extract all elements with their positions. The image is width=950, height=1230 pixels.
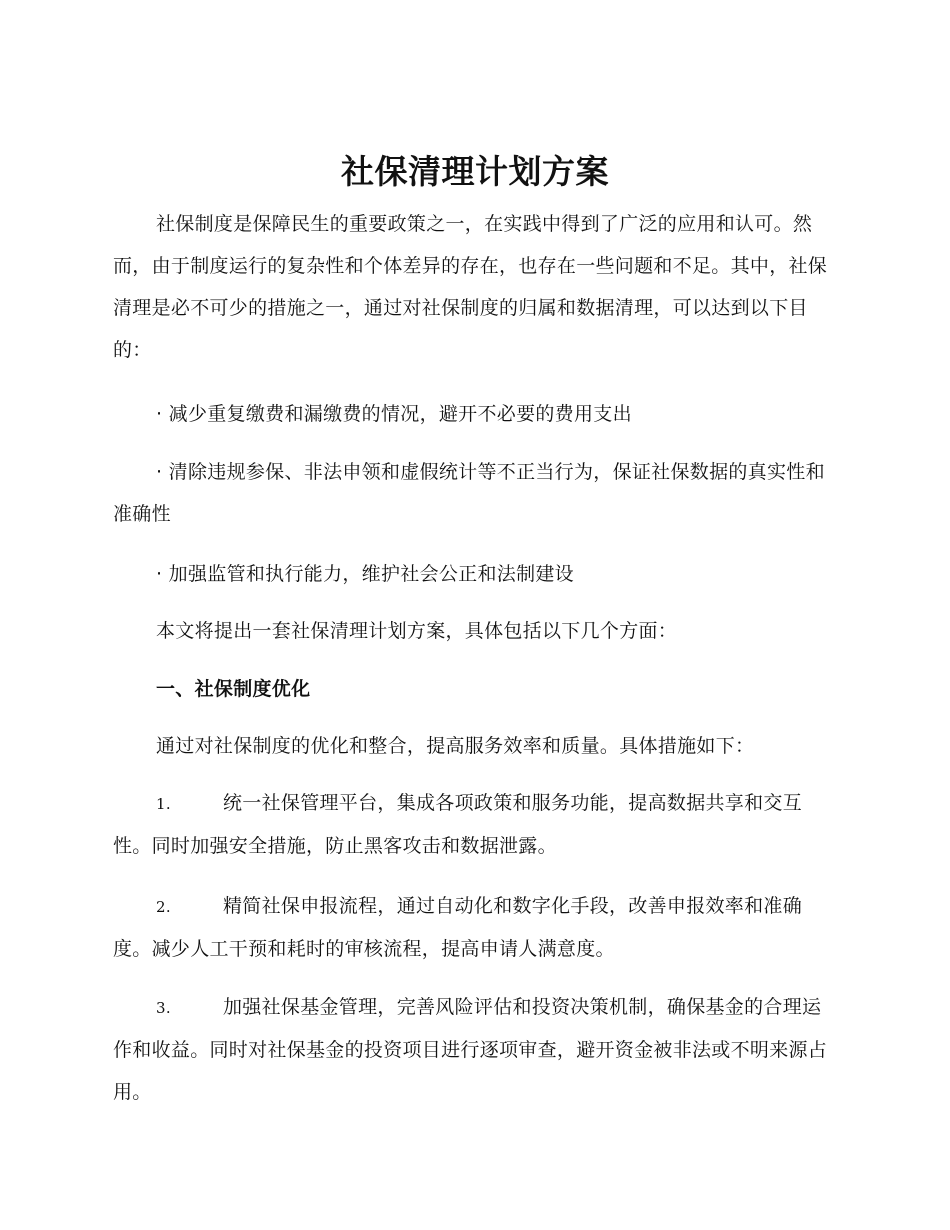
item-number: 1. xyxy=(156,795,171,813)
bullet-item-2: · 清除违规参保、非法申领和虚假统计等不正当行为，保证社保数据的真实性和准确性 xyxy=(113,461,825,525)
section-heading: 一、社保制度优化 xyxy=(156,678,311,700)
bullet-item-3: · 加强监管和执行能力，维护社会公正和法制建设 xyxy=(156,563,574,585)
item-text: 精简社保申报流程，通过自动化和数字化手段，改善申报效率和准确度。减少人工干预和耗时的审核流程，提高申请人满意度。 xyxy=(113,895,803,960)
section-summary: 通过对社保制度的优化和整合，提高服务效率和质量。具体措施如下： xyxy=(156,735,755,757)
item-number: 3. xyxy=(156,999,171,1017)
bullet-item-1: · 减少重复缴费和漏缴费的情况，避开不必要的费用支出 xyxy=(156,403,632,425)
numbered-item-3 xyxy=(113,986,835,1113)
lead-paragraph: 本文将提出一套社保清理计划方案，具体包括以下几个方面： xyxy=(156,620,678,642)
item-text: 统一社保管理平台，集成各项政策和服务功能，提高数据共享和交互性。同时加强安全措施，防止黑客攻击和数据泄露。 xyxy=(113,792,803,857)
item-number: 2. xyxy=(156,898,171,916)
document-title: 社保清理计划方案 xyxy=(341,152,609,191)
item-text: 加强社保基金管理，完善风险评估和投资决策机制，确保基金的合理运作和收益。同时对社保基金的投资项目进行逐项审查，避开资金被非法或不明来源占用。 xyxy=(113,996,828,1103)
numbered-item-2 xyxy=(113,885,835,970)
intro-paragraph: 社保制度是保障民生的重要政策之一，在实践中得到了广泛的应用和认可。然而，由于制度运行的复杂性和个体差异的存在，也存在一些问题和不足。其中，社保清理是必不可少的措施之一，通过对社保制度的归属和数据清理，可以达到以下目的： xyxy=(113,213,828,361)
numbered-item-1 xyxy=(113,782,835,867)
